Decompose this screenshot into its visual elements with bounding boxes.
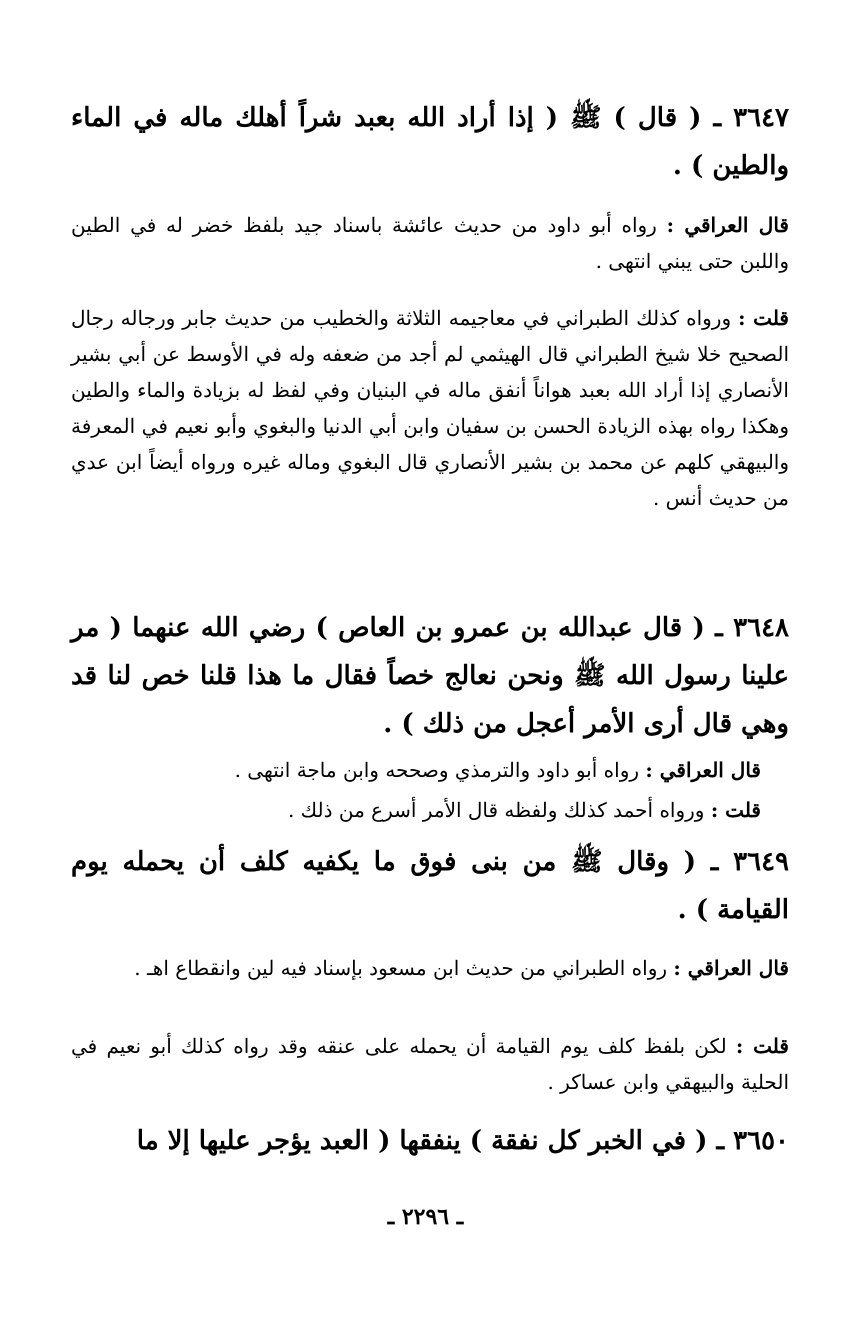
qultu-label: قلت :: [735, 1034, 789, 1058]
hadith-3647-text: ٣٦٤٧ ـ ( قال ) ﷺ ( إذا أراد الله بعبد شراً أهلك ماله في الماء والطين ) .: [71, 103, 789, 181]
iraqi-label: قال العراقي :: [673, 956, 789, 980]
qultu-text: لكن بلفظ كلف يوم القيامة أن يحمله على عنقه وقد رواه كذلك أبو نعيم في الحلية والبيهقي وابن عساكر .: [71, 1034, 789, 1094]
hadith-3649-iraqi-commentary: [71, 950, 789, 986]
iraqi-label: قال العراقي :: [645, 758, 761, 782]
iraqi-label: قال العراقي :: [666, 213, 789, 237]
hadith-3647-iraqi-commentary: [71, 207, 789, 279]
page-number: ـ ٢٢٩٦ ـ: [387, 1204, 464, 1230]
hadith-3649-text: ٣٦٤٩ ـ ( وقال ﷺ من بنى فوق ما يكفيه كلف أن يحمله يوم القيامة ) .: [71, 847, 789, 925]
hadith-3648-text: ٣٦٤٨ ـ ( قال عبدالله بن عمرو بن العاص ) رضي الله عنهما ( مر علينا رسول الله ﷺ ونحن نعالج خصاً فقال ما هذا قلنا خص لنا قد وهي قال أرى الأمر أعجل من ذلك ) .: [71, 613, 789, 739]
qultu-label: قلت :: [738, 306, 789, 330]
hadith-3650-text: ٣٦٥٠ ـ ( في الخبر كل نفقة ) ينفقها ( العبد يؤجر عليها إلا ما: [136, 1126, 789, 1156]
qultu-text: ورواه كذلك الطبراني في معاجيمه الثلاثة والخطيب من حديث جابر ورجاله رجال الصحيح خلا شيخ الطبراني قال الهيثمي لم أجد من ضعفه وله في الأوسط عن أبي بشير الأنصاري إذا أراد الله بعبد هواناً أنفق ماله في البنيان وفي لفظ له بزيادة والماء والطين وهكذا رواه بهذه الزيادة الحسن بن سفيان وابن أبي الدنيا والبغوي وأبو نعيم في المعرفة والبيهقي كلهم عن محمد بن بشير الأنصاري قال البغوي وماله غيره ورواه أيضاً ابن عدي من حديث أنس .: [71, 306, 789, 510]
hadith-3647-qultu-commentary: [71, 300, 789, 516]
iraqi-text: رواه الطبراني من حديث ابن مسعود بإسناد فيه لين وانقطاع اهـ .: [134, 956, 674, 980]
iraqi-text: رواه أبو داود والترمذي وصححه وابن ماجة انتهى .: [234, 758, 646, 782]
iraqi-text: رواه أبو داود من حديث عائشة باسناد جيد بلفظ خضر له في الطين واللبن حتى يبني انتهى .: [71, 213, 789, 273]
hadith-3648-iraqi-commentary: [71, 752, 761, 788]
qultu-text: ورواه أحمد كذلك ولفظه قال الأمر أسرع من ذلك .: [287, 798, 711, 822]
hadith-3649-qultu-commentary: [71, 1028, 789, 1100]
hadith-3648-qultu-commentary: [71, 792, 761, 828]
qultu-label: قلت :: [710, 798, 761, 822]
